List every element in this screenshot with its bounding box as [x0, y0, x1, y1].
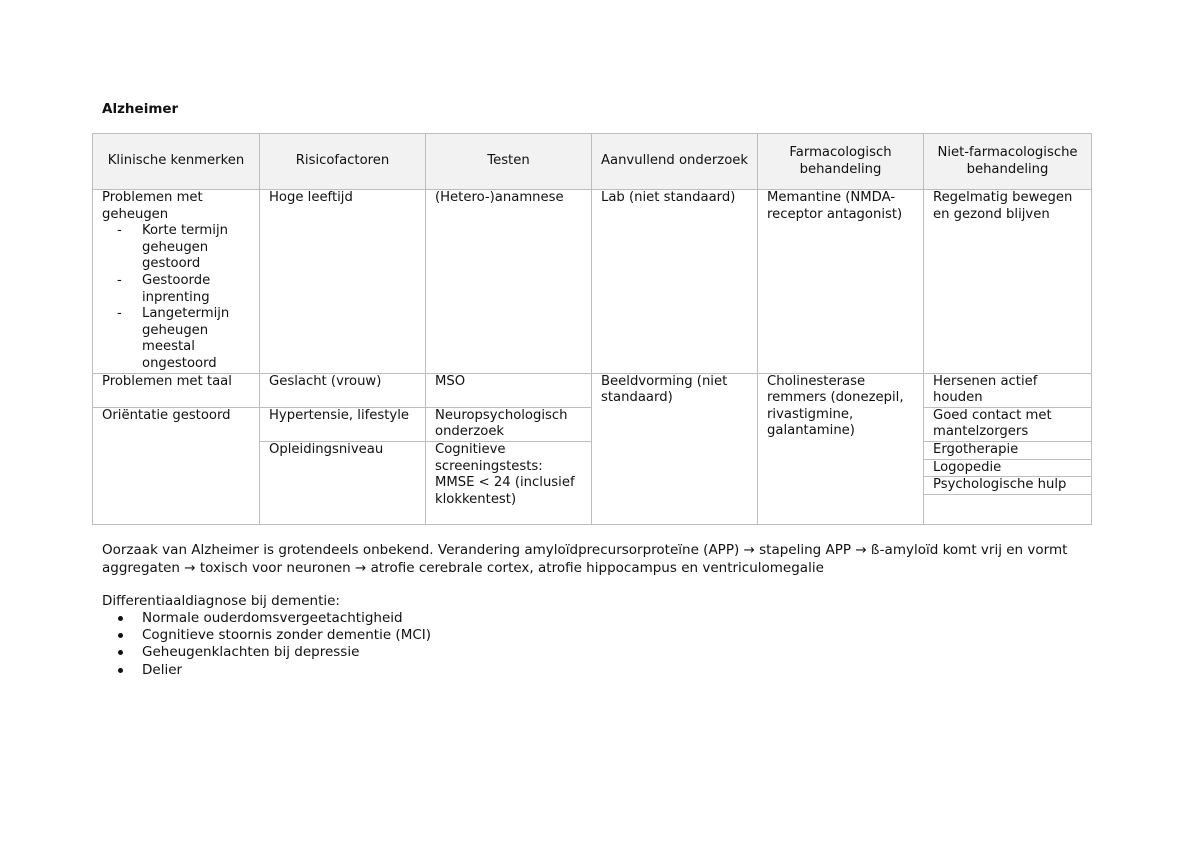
dash-marker: -: [117, 223, 122, 239]
table-cell: MSO: [426, 373, 592, 407]
oorzaak-paragraph: Oorzaak van Alzheimer is grotendeels onbekend. Verandering amyloïdprecursorproteïne (APP) → stapeling APP → ß-amyloïd komt vrij en vormt aggregaten → toxisch voor neuronen → atrofie cerebrale cortex, atrofie hippocampus en ventriculomegalie: [102, 542, 1068, 576]
table-cell: Hersenen actief houden: [924, 373, 1092, 407]
table-cell: Problemen met taal: [93, 373, 260, 407]
document-title: Alzheimer: [102, 101, 179, 117]
ddx-heading: Differentiaaldiagnose bij dementie:: [102, 593, 340, 609]
list-item: [102, 662, 431, 679]
bullet-icon: [118, 616, 123, 621]
geheugen-sublist: [102, 223, 250, 372]
list-item: [102, 627, 431, 644]
table-cell: Opleidingsniveau: [260, 441, 426, 524]
table-cell: [93, 190, 260, 374]
list-item-text: Cognitieve stoornis zonder dementie (MCI): [142, 627, 432, 644]
table-cell: Lab (niet standaard): [592, 190, 758, 374]
header-klinische-kenmerken: Klinische kenmerken: [93, 134, 260, 190]
table-cell: Regelmatig bewegen en gezond blijven: [924, 190, 1092, 374]
header-aanvullend-onderzoek: Aanvullend onderzoek: [592, 134, 758, 190]
table-cell: Memantine (NMDA-receptor antagonist): [758, 190, 924, 374]
table-cell: Cognitieve screeningstests: MMSE < 24 (inclusief klokkentest): [426, 441, 592, 524]
table-cell: (Hetero-)anamnese: [426, 190, 592, 374]
alzheimer-table: [92, 133, 1092, 525]
header-niet-farmacologisch: Niet-farmacologische behandeling: [924, 134, 1092, 190]
table-row: [93, 190, 1092, 374]
table-cell: Hypertensie, lifestyle: [260, 407, 426, 441]
table-cell: Logopedie: [924, 459, 1092, 477]
list-item-text: Gestoorde inprenting: [142, 272, 211, 305]
table-cell: Cholinesterase remmers (donezepil, rivastigmine, galantamine): [758, 373, 924, 524]
table-cell: Neuropsychologisch onderzoek: [426, 407, 592, 441]
table-cell: Beeldvorming (niet standaard): [592, 373, 758, 524]
bullet-icon: [118, 633, 123, 638]
header-farmacologisch: Farmacologisch behandeling: [758, 134, 924, 190]
klinische-geheugen: Problemen met geheugen: [102, 190, 203, 222]
table-cell: [924, 494, 1092, 524]
table-cell: Ergotherapie: [924, 441, 1092, 459]
list-item: [102, 223, 250, 273]
list-item: [102, 273, 250, 306]
table-header-row: [93, 134, 1092, 190]
table-cell: Goed contact met mantelzorgers: [924, 407, 1092, 441]
table-cell: Oriëntatie gestoord: [93, 407, 260, 524]
header-risicofactoren: Risicofactoren: [260, 134, 426, 190]
bullet-icon: [118, 650, 123, 655]
list-item-text: Korte termijn geheugen gestoord: [142, 223, 228, 272]
table-cell: Geslacht (vrouw): [260, 373, 426, 407]
list-item-text: Normale ouderdomsvergeetachtigheid: [142, 610, 403, 626]
table-cell: Hoge leeftijd: [260, 190, 426, 374]
list-item-text: Delier: [142, 661, 183, 678]
list-item: [102, 644, 431, 661]
header-testen: Testen: [426, 134, 592, 190]
table-cell: Psychologische hulp: [924, 477, 1092, 495]
list-item: [102, 610, 431, 627]
bullet-icon: [118, 668, 123, 673]
list-item-text: Langetermijn geheugen meestal ongestoord: [142, 306, 230, 371]
list-item: [102, 306, 250, 372]
dash-marker: -: [117, 272, 122, 288]
dash-marker: -: [117, 306, 122, 322]
list-item-text: Geheugenklachten bij depressie: [142, 644, 360, 661]
table-row: [93, 373, 1092, 407]
ddx-list: [102, 610, 431, 679]
